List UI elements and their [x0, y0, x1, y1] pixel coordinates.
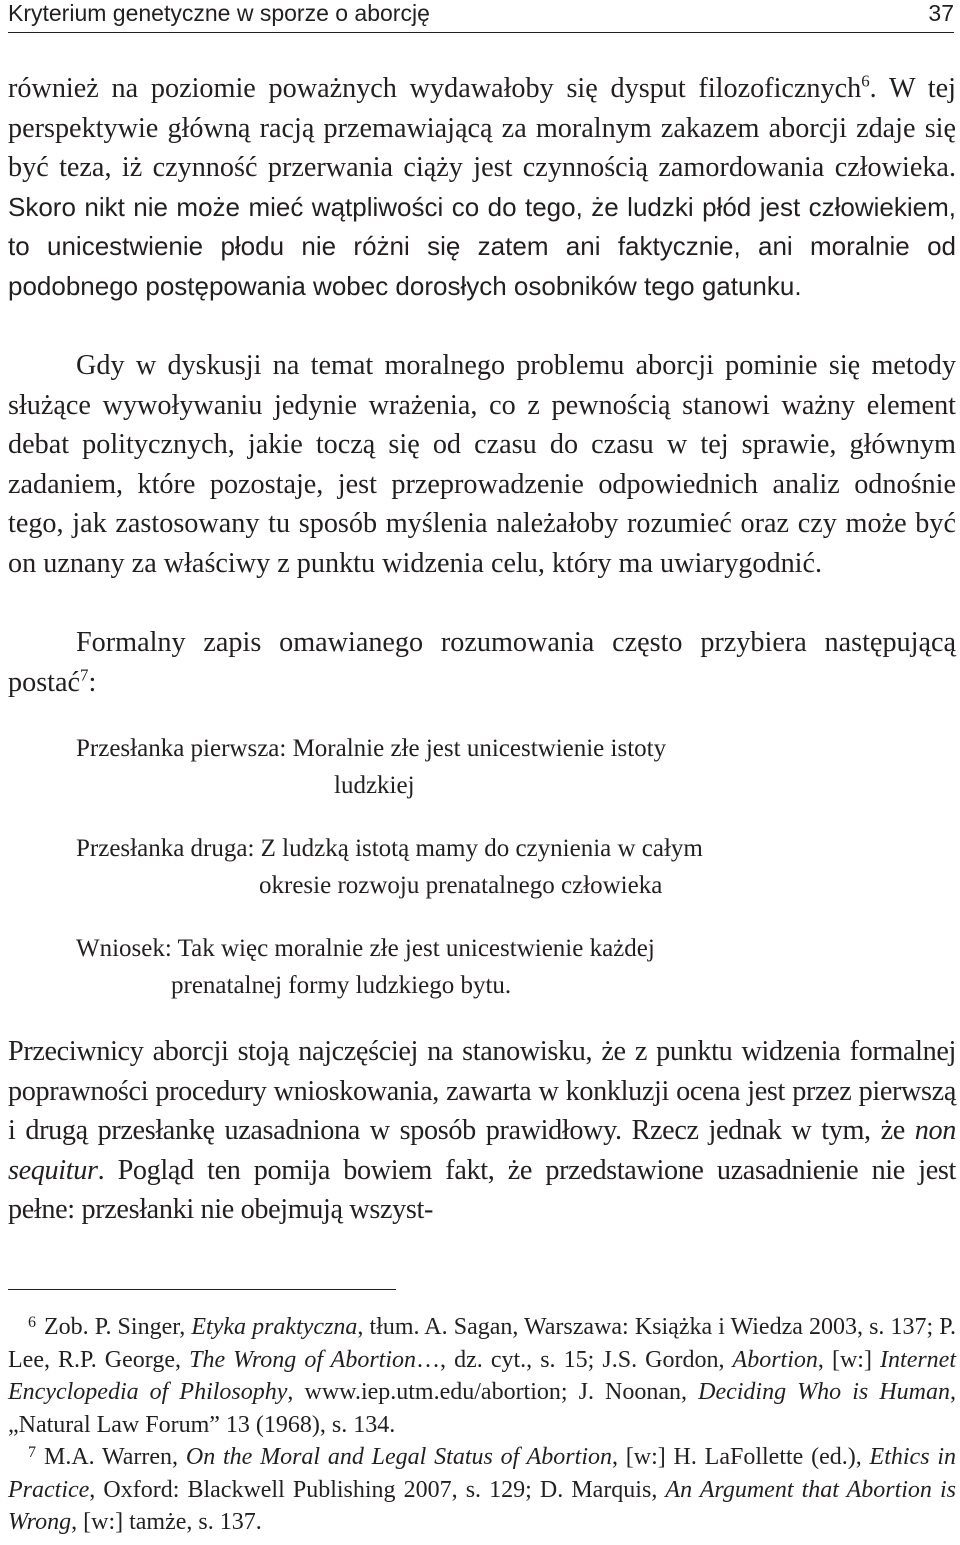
paragraph-4 [8, 1032, 956, 1230]
conclusion [76, 930, 836, 1004]
footnote-7-text-3: , Oxford: Blackwell Publishing 2007, s. 129; D. Marquis, [89, 1476, 666, 1503]
paragraph-1-text-b: . W tej perspektywie główną racją przemawiającą za moralnym zakazem aborcji zdaje się być teza, iż czynność przerwania ciąży jest czynnością zamordowania człowieka. [8, 73, 956, 183]
footnote-7-text-2: , [w:] H. LaFollette (ed.), [611, 1444, 870, 1470]
footnote-6-italic-4: Internet Encyclopedia of Philosophy [8, 1346, 957, 1405]
paragraph-2 [8, 346, 956, 583]
footnote-7-italic-1: On the Moral and Legal Status of Abortion [185, 1444, 612, 1470]
paragraph-4-text-a: Przeciwnicy aborcji stoją najczęściej na stanowisku, że z punktu widzenia formalnej poprawności procedury wnioskowania, zawarta w konkluzji ocena jest przez pierwszą i drugą przesłankę uzasadniona w sposób prawidłowy. Rzecz jednak w tym, że [8, 1036, 956, 1146]
footnote-7-italic-3: An Argument that Abortion is Wrong [8, 1476, 956, 1535]
running-header-title: Kryterium genetyczne w sporze o aborcję [8, 0, 430, 26]
premise-first [76, 730, 836, 804]
paragraph-3 [8, 623, 956, 702]
paragraph-3-text-b: : [88, 666, 97, 698]
footnote-7-text-1: M.A. Warren, [44, 1444, 186, 1470]
premise-first-line-2: ludzkiej [334, 772, 415, 799]
conclusion-line-2: prenatalnej formy ludzkiego bytu. [171, 972, 512, 999]
footnote-6-italic-1: Etyka praktyczna [191, 1314, 358, 1340]
footnote-6-text-3: …, dz. cyt., s. 15; J.S. Gordon, [416, 1346, 733, 1373]
premise-second-line-2: okresie rozwoju prenatalnego człowieka [259, 872, 663, 899]
footnote-6-text-2: , tłum. A. Sagan, Warszawa: Książka i Wiedza 2003, s. 137; P. Lee, R.P. George, [8, 1314, 956, 1373]
premise-first-line-1: Przesłanka pierwsza: Moralnie złe jest unicestwienie istoty [76, 735, 667, 762]
footnote-ref-7[interactable]: 7 [80, 665, 89, 685]
conclusion-line-1: Wniosek: Tak więc moralnie złe jest unicestwienie każdej [76, 935, 655, 962]
footnote-6-italic-5: Deciding Who is Human [698, 1379, 950, 1405]
paragraph-3-text-a: Formalny zapis omawianego rozumowania często przybiera następującą postać [8, 627, 956, 698]
paragraph-1 [8, 69, 956, 306]
syllogism-block [76, 730, 836, 1004]
footnote-7: 7 M.A. Warren, On the Moral and Legal Status of Abortion, [w:] H. LaFollette (ed.), Ethics in Practice, Oxford: Blackwell Publishing 2007, s. 129; D. Marquis, An Argument that Abortion is Wrong, [w:] tamże, s. 137. [8, 1444, 956, 1535]
footnote-rule [8, 1289, 396, 1290]
paragraph-1-text-c: Skoro nikt nie może mieć wątpliwości co do tego, że ludzki płód jest człowiekiem, to unicestwienie płodu nie różni się zatem ani faktycznie, ani moralnie od podobnego postępowania wobec dorosłych osobników tego gatunku. [8, 191, 956, 301]
running-header [8, 0, 954, 30]
footnote-6-text-6: , „Natural Law Forum” 13 (1968), s. 134. [8, 1379, 956, 1438]
header-rule [8, 32, 954, 33]
page-number: 37 [928, 0, 954, 26]
paragraph-2-text: Gdy w dyskusji na temat moralnego problemu aborcji pominie się metody służące wywoływaniu jedynie wrażenia, co z pewnością stanowi ważny element debat politycznych, jakie toczą się od czasu do czasu w tej sprawie, głównym zadaniem, które pozostaje, jest przeprowadzenie odpowiednich analiz odnośnie tego, jak zastosowany tu sposób myślenia należałoby rozumieć oraz czy może być on uznany za właściwy z punktu widzenia celu, który ma uwiarygodnić. [8, 350, 956, 579]
paragraph-4-italic: non sequitur [8, 1115, 956, 1186]
footnote-6-italic-3: Abortion [732, 1346, 818, 1373]
footnote-7-italic-2: Ethics in Practice [8, 1444, 956, 1503]
premise-second [76, 830, 836, 904]
footnote-6-text-4: , [w:] [817, 1346, 881, 1373]
footnote-7-text-4: , [w:] tamże, s. 137. [71, 1509, 262, 1535]
footnote-ref-6[interactable]: 6 [861, 71, 870, 91]
paragraph-4-text-b: . Pogląd ten pomija bowiem fakt, że przedstawione uzasadnienie nie jest pełne: przesłanki nie obejmują wszyst- [8, 1154, 956, 1225]
footnote-6-text-5: , www.iep.utm.edu/abortion; J. Noonan, [287, 1379, 699, 1405]
paragraph-1-text-a: również na poziomie poważnych wydawałoby się dysput filozoficznych [8, 73, 862, 104]
footnote-6-text-1: Zob. P. Singer, [44, 1314, 192, 1340]
premise-second-line-1: Przesłanka druga: Z ludzką istotą mamy do czynienia w całym [76, 835, 703, 862]
footnote-6-italic-2: The Wrong of Abortion [189, 1346, 417, 1373]
footnote-6: 6 Zob. P. Singer, Etyka praktyczna, tłum. A. Sagan, Warszawa: Książka i Wiedza 2003, s. 137; P. Lee, R.P. George, The Wrong of Abortion…, dz. cyt., s. 15; J.S. Gordon, Abortion, [w:] Internet Encyclopedia of Philosophy, www.iep.utm.edu/abortion; J. Noonan, Deciding Who is Human, „Natural Law Forum” 13 (1968), s. 134. [8, 1314, 957, 1438]
